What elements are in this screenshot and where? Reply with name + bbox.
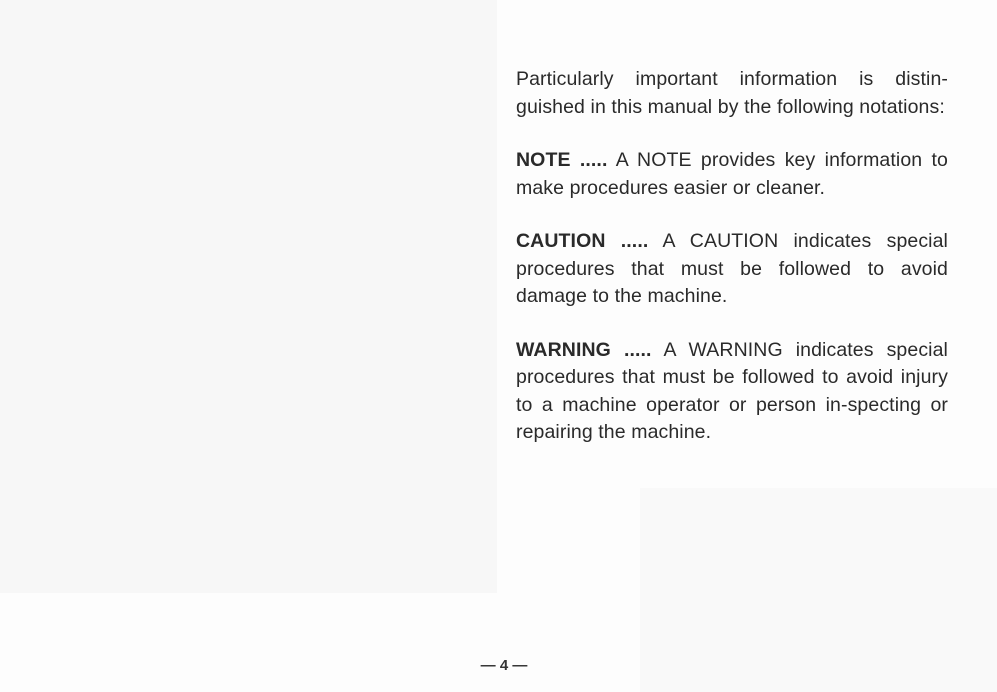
note-term: NOTE ..... — [516, 149, 608, 171]
note-paragraph — [516, 147, 948, 202]
warning-description: A WARNING indicates special procedures that must be followed to avoid injury to a machine operator or person in-specting or repairing the machine. — [516, 338, 948, 443]
page-number: — 4 — — [480, 657, 528, 674]
page-shading-left — [0, 0, 497, 593]
caution-term: CAUTION ..... — [516, 230, 649, 252]
caution-description: A CAUTION indicates special procedures that must be followed to avoid damage to the machine. — [516, 230, 948, 307]
caution-paragraph — [516, 228, 948, 311]
warning-paragraph — [516, 337, 948, 447]
page-shading-bottom-right — [640, 488, 997, 692]
intro-paragraph: Particularly important information is distin-guished in this manual by the following notations: — [516, 68, 948, 118]
warning-term: WARNING ..... — [516, 338, 652, 361]
notation-text-column — [516, 66, 948, 473]
note-description: A NOTE provides key information to make procedures easier or cleaner. — [516, 149, 948, 199]
